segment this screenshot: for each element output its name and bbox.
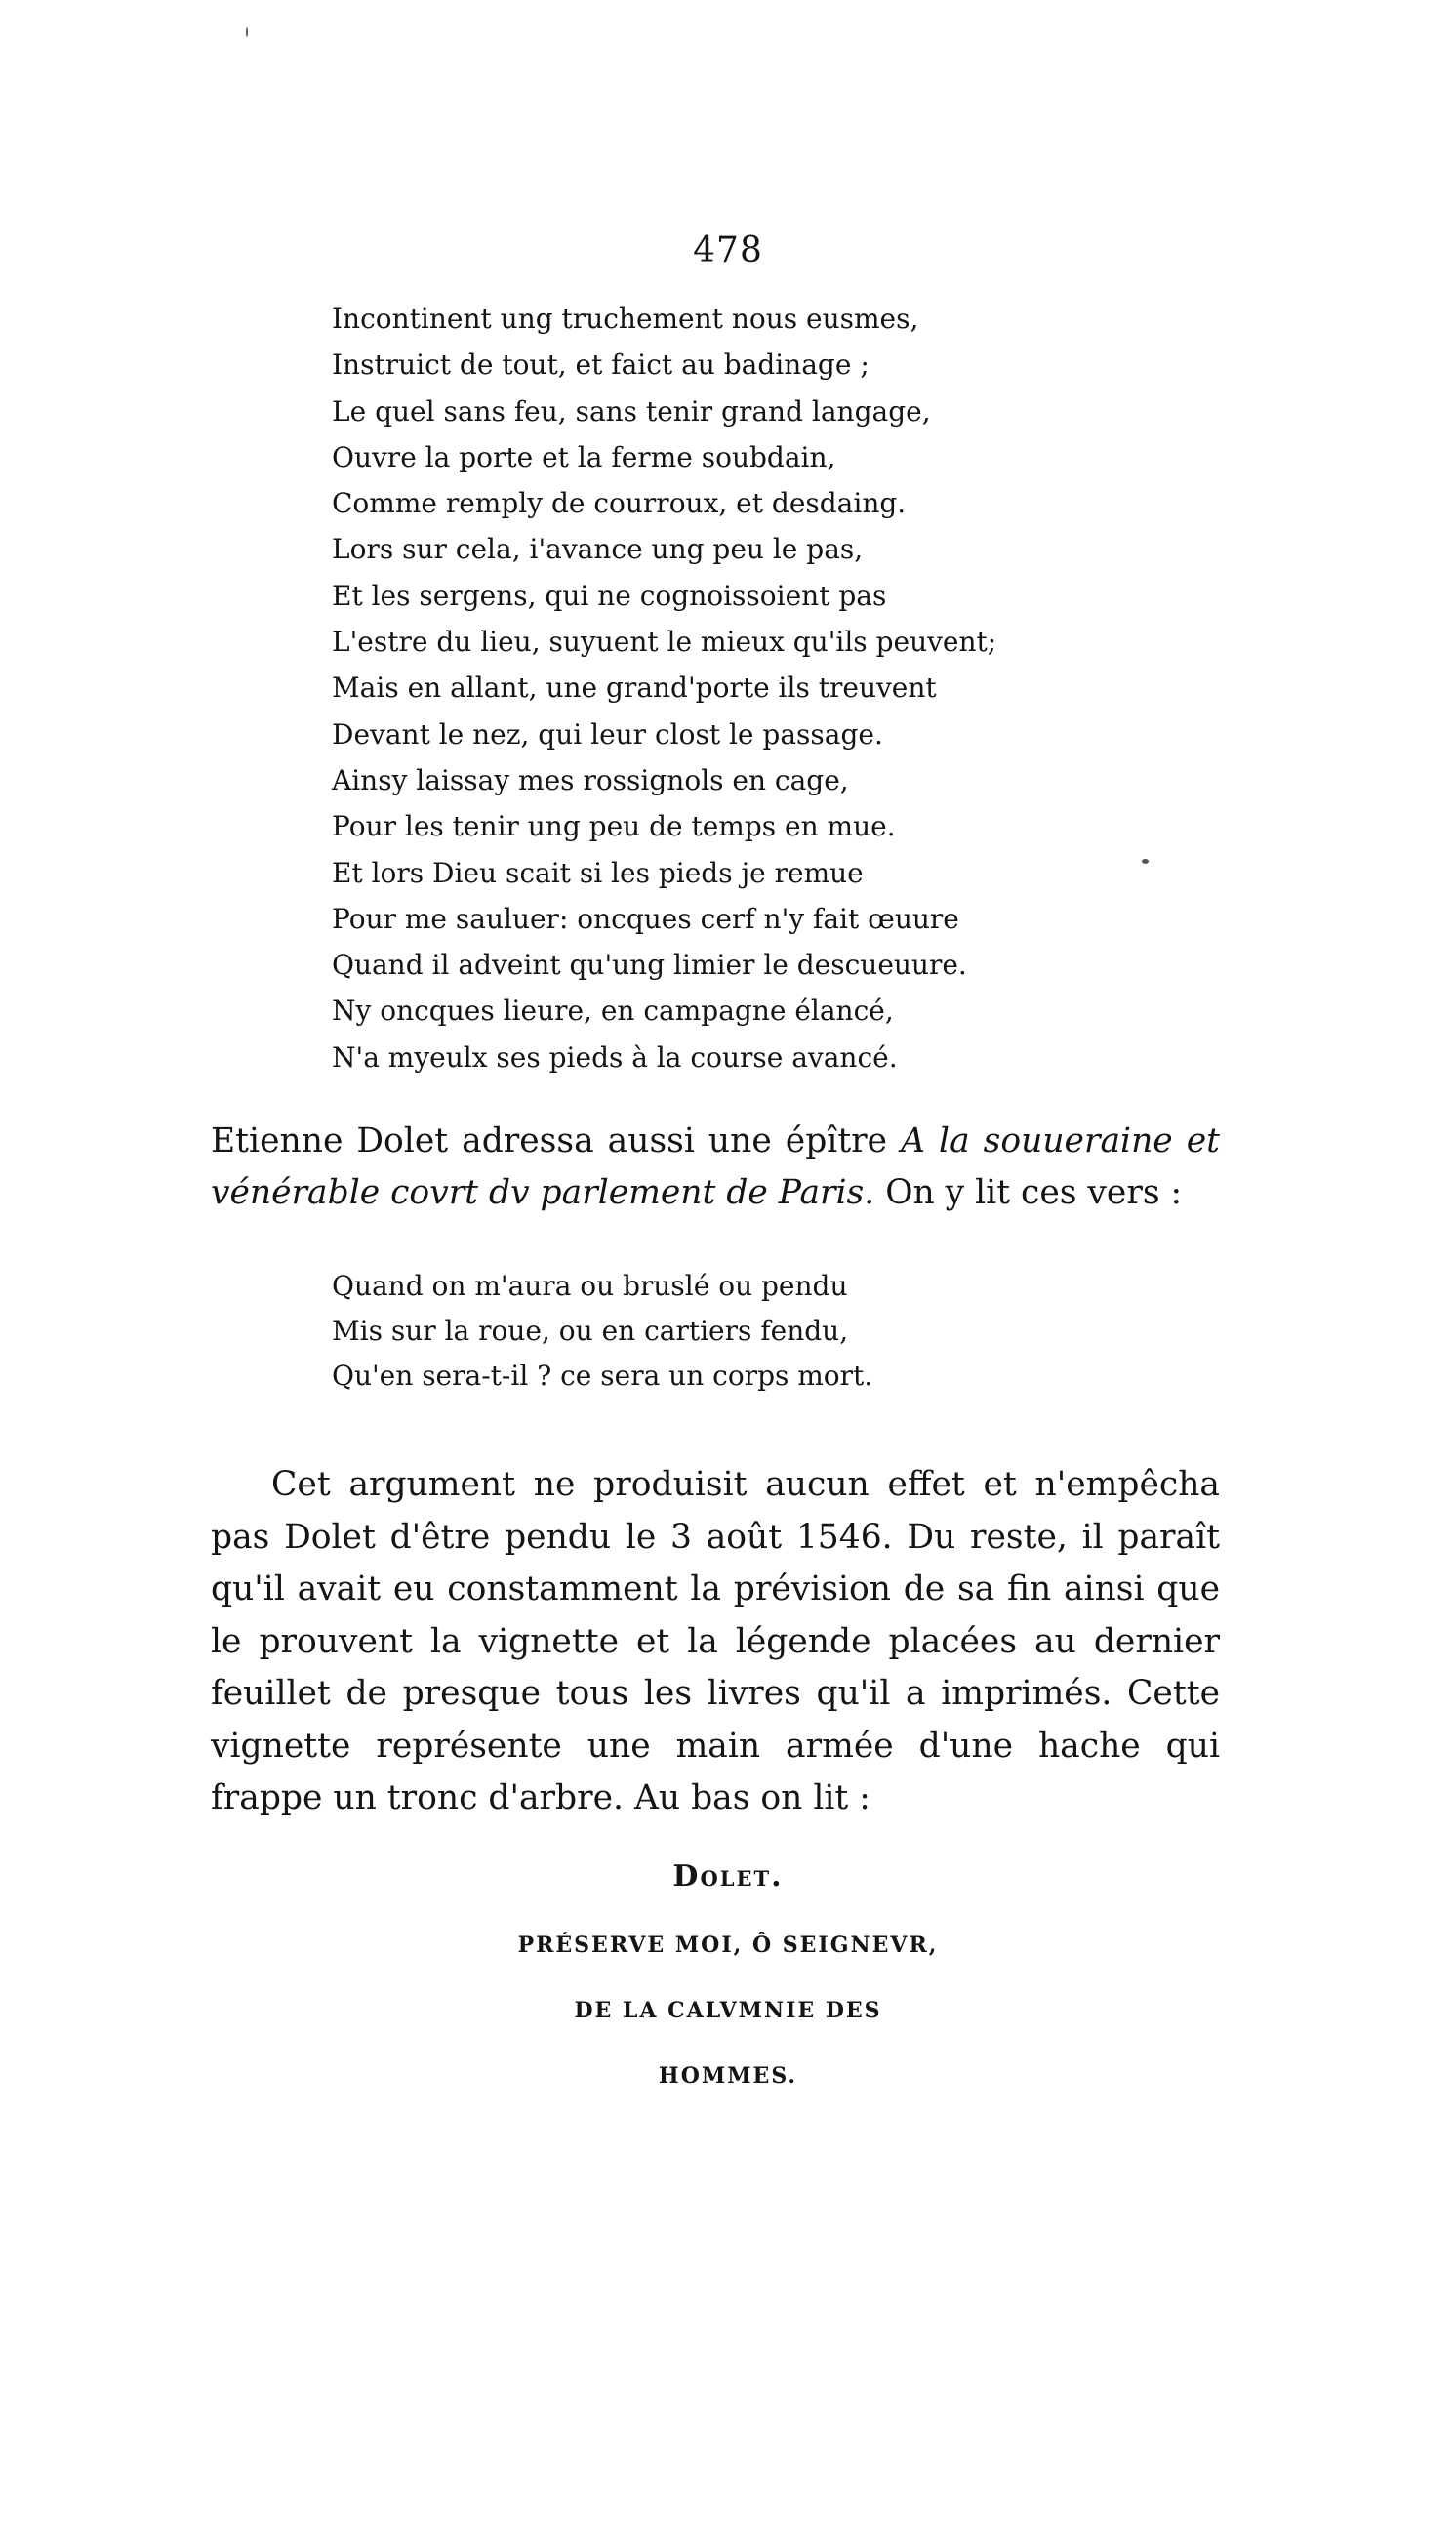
device-motto-line: DE LA CALVMNIE DES — [574, 1998, 882, 2023]
device-motto-line: PRÉSERVE MOI, Ô SEIGNEVR, — [517, 1933, 939, 1958]
verse-line: Pour me sauluer: oncques cerf n'y fait œuure — [332, 902, 959, 935]
verse-line: Ny oncques lieure, en campagne élancé, — [332, 995, 894, 1028]
verse-line: Quand il adveint qu'ung limier le descueuure. — [332, 949, 967, 982]
verse-line: L'estre du lieu, suyuent le mieux qu'ils peuvent; — [332, 626, 997, 659]
paragraph-text: Cet argument ne produisit aucun effet et n'empêcha pas Dolet d'être pendu le 3 août 1546. Du reste, il paraît qu'il avait eu constamment la prévision de sa fin ainsi que le prouvent la vignette et la légende placées au dernier feuillet de presque tous les livres qu'il a imprimés. Cette vignette représente une main armée d'une hache qui frappe un tronc d'arbre. Au bas on lit : — [211, 1465, 1220, 1817]
verse-line: Et les sergens, qui ne cognoissoient pas — [332, 579, 887, 612]
verse-block-2 — [332, 1264, 872, 1399]
verse-line: Pour les tenir ung peu de temps en mue. — [332, 810, 896, 843]
print-speck — [246, 27, 248, 37]
verse-line: Mais en allant, une grand'porte ils treuvent — [332, 672, 937, 705]
device-motto-line: HOMMES. — [658, 2063, 798, 2089]
verse-line: Lors sur cela, i'avance ung peu le pas, — [332, 533, 864, 566]
verse-line: Et lors Dieu scait si les pieds je remue — [332, 856, 864, 889]
verse-line: N'a myeulx ses pieds à la course avancé. — [332, 1040, 898, 1074]
verse-line: Devant le nez, qui leur clost le passage. — [332, 717, 883, 751]
print-speck — [1142, 859, 1149, 864]
verse-line: Ainsy laissay mes rossignols en cage, — [332, 763, 849, 796]
verse-line: Qu'en sera-t-il ? ce sera un corps mort. — [332, 1360, 873, 1392]
verse-line: Ouvre la porte et la ferme soubdain, — [332, 440, 836, 473]
paragraph-text: Etienne Dolet adressa aussi une épître — [211, 1121, 902, 1160]
page-number: 478 — [693, 230, 763, 270]
verse-line: Incontinent ung truchement nous eusmes, — [332, 303, 919, 335]
paragraph-argument — [211, 1459, 1220, 1825]
verse-block-1 — [332, 296, 996, 1080]
paragraph-text: On y lit ces vers : — [874, 1173, 1183, 1212]
verse-line: Comme remply de courroux, et desdaing. — [332, 487, 907, 520]
device-name: Dolet. — [672, 1859, 784, 1893]
epistle-title: A la souueraine et vénérable covrt dv parlement de Paris. — [211, 1121, 1221, 1212]
paragraph-dolet-epistle — [211, 1116, 1220, 1219]
verse-line: Mis sur la roue, ou en cartiers fendu, — [332, 1315, 849, 1347]
verse-line: Instruict de tout, et faict au badinage ; — [332, 348, 870, 382]
verse-line: Le quel sans feu, sans tenir grand langage, — [332, 394, 931, 427]
verse-line: Quand on m'aura ou bruslé ou pendu — [332, 1270, 848, 1302]
